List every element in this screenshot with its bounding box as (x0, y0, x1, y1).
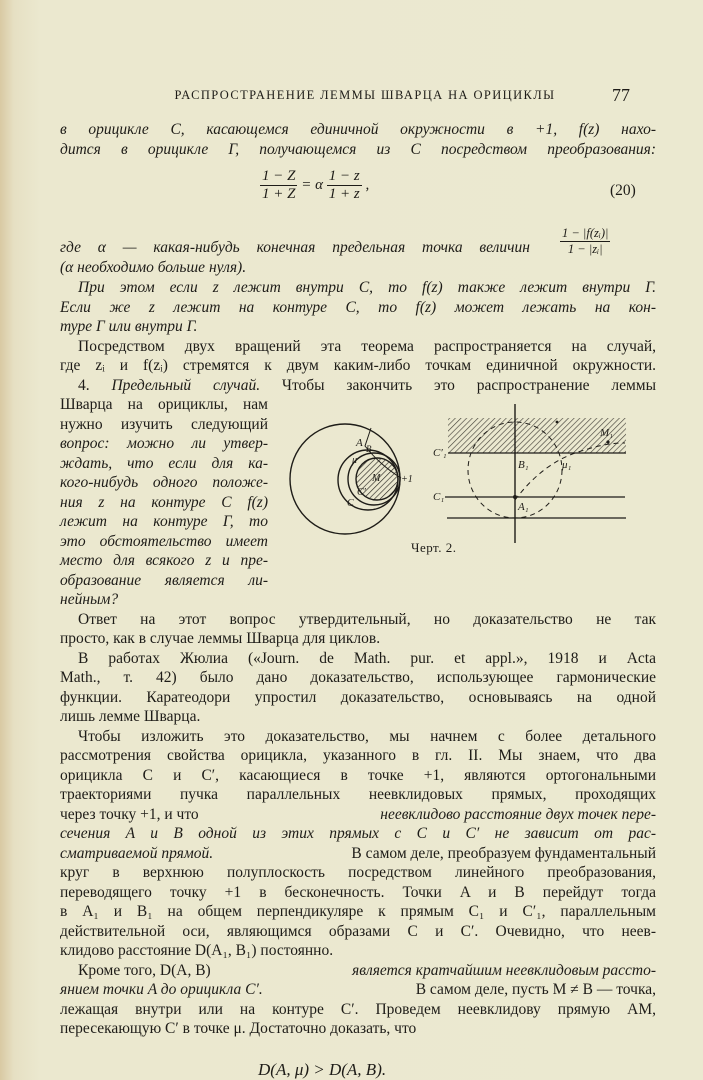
fraction (327, 168, 362, 203)
emphasis-span: сматриваемой прямой. (60, 845, 214, 862)
label-M1: M₁ (600, 427, 613, 439)
emphasis-span: является кратчайшим неевклидовым рассто- (352, 962, 656, 979)
text-line: в A₁ и B₁ на общем перпендикуляре к прямым C₁ и C′₁, параллельным (60, 903, 656, 920)
text-span: Кроме того, D(A, B) (78, 962, 211, 979)
text-line: образование является ли- (60, 572, 268, 589)
text-line: лежит на контуре Γ, то (60, 513, 268, 530)
text-line: кого-нибудь одного положе- (60, 474, 268, 491)
label-mu1: μ₁ (562, 459, 572, 471)
text-line: функции. Каратеодори упростил доказательство, основываясь на одной (60, 689, 656, 706)
figure-2 (285, 390, 665, 560)
numerator: 1 − Z (262, 168, 296, 184)
text-line (60, 961, 656, 980)
text-line: туре Γ или внутри Γ. (60, 318, 198, 335)
limit-fraction (560, 226, 610, 257)
text-line: вопрос: можно ли утвер- (60, 435, 268, 452)
text-line: это обстоятельство имеет (60, 533, 268, 550)
figure-caption: Черт. 2. (411, 540, 457, 555)
label-C-prime: C′ (357, 487, 366, 498)
fraction (560, 226, 610, 257)
label-C1-prime: C′₁ (433, 447, 447, 459)
text-line: круг в верхнюю полуплоскость посредством линейного преобразования, (60, 864, 656, 881)
running-title: РАСПРОСТРАНЕНИЕ ЛЕММЫ ШВАРЦА НА ОРИЦИКЛЫ (174, 88, 556, 102)
numerator: 1 − |f(zᵢ)| (562, 226, 609, 240)
text-span: через точку +1, и что (60, 806, 199, 823)
comma: , (365, 176, 370, 193)
text-line: Посредством двух вращений эта теорема распространяется на случай, (78, 338, 656, 355)
unit-circle-diagram (290, 424, 401, 534)
text-line: лежащая внутри или на контуре C′. Проведем неевклидову прямую AM, (60, 1001, 656, 1018)
text-line: ждать, что если для ка- (60, 455, 268, 472)
text-line: сечения A и B одной из этих прямых с C и C′ не зависит от рас- (60, 825, 656, 842)
page-number: 77 (612, 85, 630, 105)
section-number: 4. (78, 377, 90, 394)
emphasis-span: неевклидово расстояние двух точек пере- (380, 806, 656, 823)
label-mu: μ (352, 455, 358, 466)
label-B1: B₁ (518, 459, 529, 471)
text-line: В работах Жюлиа («Journ. de Math. pur. et appl.», 1918 и Acta (78, 650, 656, 667)
label-C: C (347, 498, 354, 509)
label-A1: A₁ (518, 501, 529, 513)
equation-20 (260, 168, 369, 203)
text-line: ния z на контуре C f(z) (60, 494, 268, 511)
text-line (60, 844, 656, 863)
text-line: место для всякого z и пре- (60, 552, 268, 569)
section-title: Предельный случай. (111, 377, 261, 394)
text-line: лишь лемме Шварца. (60, 708, 201, 725)
text-line: в орицикле C, касающемся единичной окружности в +1, f(z) нахо- (60, 121, 656, 138)
text-span: В самом деле, преобразуем фундаментальный (351, 845, 656, 862)
text-span: В самом деле, пусть M ≠ B — точка, (415, 981, 656, 998)
text-line: траекториями пучка параллельных неевклидовых прямых, проходящих (60, 786, 656, 803)
text-line: дится в орицикле Γ, получающемся из C посредством преобразования: (60, 141, 656, 158)
emphasis-span: янием точки A до орицикла C′. (60, 981, 263, 998)
label-C1: C₁ (433, 491, 445, 503)
fraction (260, 168, 297, 203)
section-text: Чтобы закончить это распространение леммы (281, 377, 657, 394)
half-plane-diagram (445, 404, 626, 543)
final-formula: D(A, μ) > D(A, B). (258, 1060, 387, 1079)
numerator: 1 − z (328, 168, 360, 184)
text-line: где zᵢ и f(zᵢ) стремятся к двум каким-либо точкам единичной окружности. (60, 357, 656, 374)
text-line: пересекающую C′ в точке μ. Достаточно доказать, что (60, 1020, 417, 1037)
text-line (60, 980, 656, 999)
equation-number: (20) (610, 182, 636, 199)
text-line: Шварца на орициклы, нам (60, 396, 268, 413)
text-line: нужно изучить следующий (60, 416, 268, 433)
text-line: Ответ на этот вопрос утвердительный, но доказательство не так (78, 611, 656, 628)
label-M: M (372, 473, 381, 484)
text-line: Если же z лежит на контуре C, то f(z) может лежать на кон- (60, 299, 656, 316)
text-line: просто, как в случае леммы Шварца для циклов. (60, 630, 381, 647)
text-line: где α — какая-нибудь конечная предельная точка величин (60, 239, 530, 256)
text-line (60, 805, 656, 824)
label-B: B (366, 444, 372, 454)
equals-alpha: = α (301, 176, 323, 193)
text-line: рассмотрения свойства орицикла, указанного в гл. II. Мы знаем, что два (60, 747, 656, 764)
text-line: Чтобы изложить это доказательство, мы начнем с более детального (78, 728, 656, 745)
label-plus-one: +1 (401, 474, 413, 485)
denominator: 1 + z (328, 186, 360, 202)
text-line: клидово расстояние D(A₁, B₁) постоянно. (60, 942, 334, 959)
text-line: переводящего точку +1 в бесконечность. Точки A и B перейдут тогда (60, 884, 656, 901)
label-A: A (356, 437, 363, 449)
text-line: действительной оси, являющимся образами C и C′. Очевидно, что неев- (60, 923, 656, 940)
text-line: орицикла C и C′, касающиеся в точке +1, являются ортогональными (60, 767, 656, 784)
text-line: нейным? (60, 591, 119, 608)
text-line: При этом если z лежит внутри C, то f(z) также лежит внутри Γ. (78, 279, 656, 296)
text-line: (α необходимо больше нуля). (60, 259, 247, 276)
denominator: 1 − |zᵢ| (567, 242, 603, 256)
denominator: 1 + Z (262, 186, 296, 202)
text-line: Math., т. 42) было дано доказательство, использующее гармонические (60, 669, 656, 686)
